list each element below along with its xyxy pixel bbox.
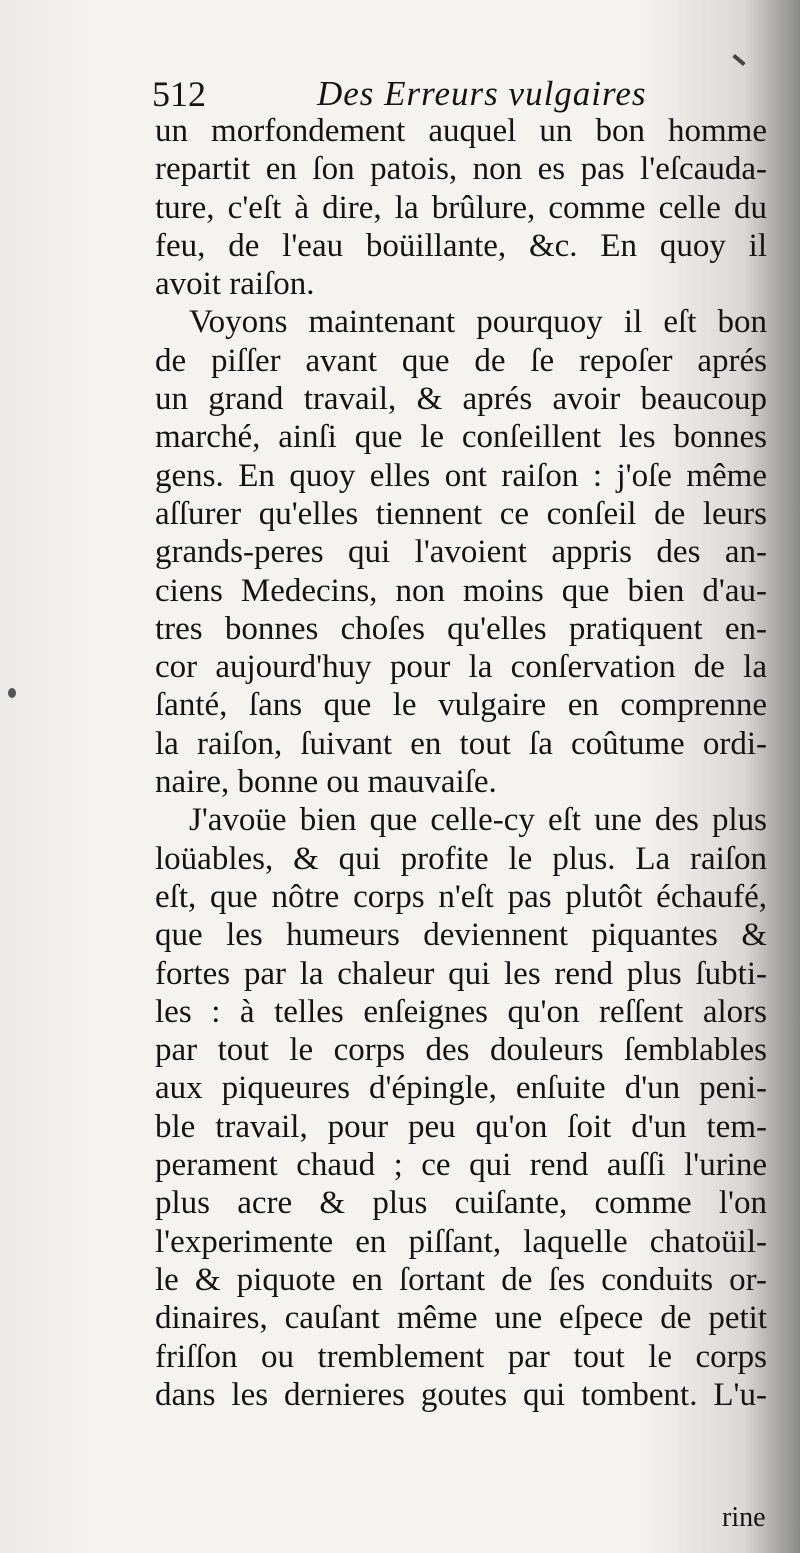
text-line: ture, c'eſt à dire, la brûlure, comme celle du <box>155 189 767 226</box>
text-line: Voyons maintenant pourquoy il eſt bon <box>189 304 767 341</box>
text-line: plus acre & plus cuiſante, comme l'on <box>155 1185 767 1222</box>
text-line: avoit raiſon. <box>155 266 315 303</box>
text-line: l'experimente en piſſant, laquelle chatoüil- <box>155 1223 767 1260</box>
text-line: un grand travail, & aprés avoir beaucoup <box>155 381 767 418</box>
text-line: le & piquote en ſortant de ſes conduits or- <box>155 1261 767 1298</box>
text-line: ciens Medecins, non moins que bien d'au- <box>155 572 767 609</box>
page-header <box>152 70 682 118</box>
text-line: marché, ainſi que le conſeillent les bonnes <box>155 419 767 456</box>
text-line: un morfondement auquel un bon homme <box>155 113 767 149</box>
text-line: gens. En quoy elles ont raiſon : j'oſe même <box>155 457 767 494</box>
text-line: que les humeurs deviennent piquantes & <box>155 917 767 954</box>
text-line: J'avoüe bien que celle-cy eſt une des plus <box>189 802 767 839</box>
text-line: de piſſer avant que de ſe repoſer aprés <box>155 342 767 379</box>
text-line: fortes par la chaleur qui les rend plus ſubti- <box>155 955 767 992</box>
running-title: Des Erreurs vulgaires <box>317 74 647 113</box>
text-line: repartit en ſon patois, non es pas l'eſcauda- <box>155 151 767 188</box>
text-line: friſſon ou tremblement par tout le corps <box>155 1338 767 1375</box>
text-line: perament chaud ; ce qui rend auſſi l'urine <box>155 1147 767 1184</box>
text-line: ſanté, ſans que le vulgaire en comprenne <box>155 687 767 724</box>
ink-speck <box>8 688 16 698</box>
text-line: les : à telles enſeignes qu'on reſſent alors <box>155 993 767 1030</box>
text-line: feu, de l'eau boüillante, &c. En quoy il <box>155 227 767 264</box>
text-line: dinaires, cauſant même une eſpece de petit <box>155 1300 767 1337</box>
text-line: aſſurer qu'elles tiennent ce conſeil de leurs <box>155 495 767 532</box>
text-line: aux piqueures d'épingle, enſuite d'un peni- <box>155 1070 767 1107</box>
page-number: 512 <box>152 74 206 114</box>
text-line: tres bonnes choſes qu'elles pratiquent en- <box>155 610 767 647</box>
body-text <box>155 112 767 1414</box>
text-line: ble travail, pour peu qu'on ſoit d'un tem- <box>155 1108 767 1145</box>
text-line: eſt, que nôtre corps n'eſt pas plutôt échaufé, <box>155 878 767 915</box>
text-line: cor aujourd'huy pour la conſervation de la <box>155 649 767 686</box>
text-line: grands-peres qui l'avoient appris des an- <box>155 534 767 571</box>
text-line: dans les dernieres goutes qui tombent. L'u- <box>155 1376 767 1413</box>
ink-mark <box>732 54 745 66</box>
text-line: la raiſon, ſuivant en tout ſa coûtume ordi- <box>155 725 767 762</box>
text-line: naire, bonne ou mauvaiſe. <box>155 764 497 801</box>
catchword: rine <box>722 1502 766 1533</box>
text-line: loüables, & qui profite le plus. La raiſon <box>155 840 767 877</box>
text-line: par tout le corps des douleurs ſemblables <box>155 1032 767 1069</box>
